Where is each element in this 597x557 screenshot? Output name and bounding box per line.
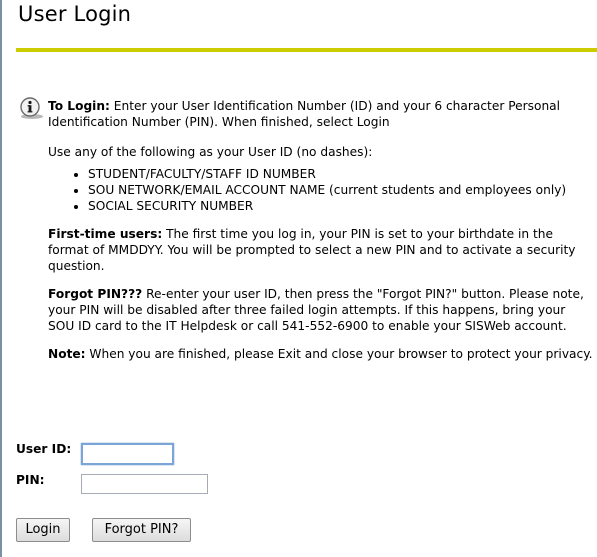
login-button[interactable]: Login [16,518,70,542]
login-instructions-paragraph [48,98,594,130]
forgot-heading: Forgot PIN??? [48,287,143,301]
pin-label: PIN: [16,473,45,487]
userid-options-intro: Use any of the following as your User ID (no dashes): [48,145,373,159]
userid-options-list [48,166,594,214]
login-text: Enter your User Identification Number (ID) and your 6 character Personal Identification Number (PIN). When finished, select Login [48,99,561,129]
page-title: User Login [18,2,132,26]
note-text: When you are finished, please Exit and close your browser to protect your privacy. [85,347,593,361]
first-time-heading: First-time users: [48,227,163,241]
note-paragraph [48,346,594,362]
forgot-pin-paragraph [48,286,594,334]
page-left-border [0,0,2,557]
userid-label: User ID: [16,442,72,456]
title-underline-bar [16,48,597,52]
first-time-users-paragraph [48,226,594,274]
forgot-pin-button[interactable]: Forgot PIN? [92,518,191,542]
list-item: • SOU NETWORK/EMAIL ACCOUNT NAME (current students and employees only) [88,182,594,198]
list-item: • SOCIAL SECURITY NUMBER [88,198,594,214]
userid-input[interactable] [81,443,174,465]
pin-input[interactable] [81,474,208,494]
login-heading: To Login: [48,99,110,113]
first-time-text: The first time you log in, your PIN is set to your birthdate in the format of MMDDYY. You will be prompted to select a new PIN and to activate a security question. [48,227,576,273]
note-heading: Note: [48,347,86,361]
list-item: • STUDENT/FACULTY/STAFF ID NUMBER [88,166,594,182]
forgot-text: Re-enter your user ID, then press the "Forgot PIN?" button. Please note, your PIN will be disabled after three failed login attempts. If this happens, bring your SOU ID card to the IT Helpdesk or call 541-552-6900 to enable your SISWeb account. [48,287,584,333]
login-instructions [48,98,594,362]
info-icon [17,96,45,120]
